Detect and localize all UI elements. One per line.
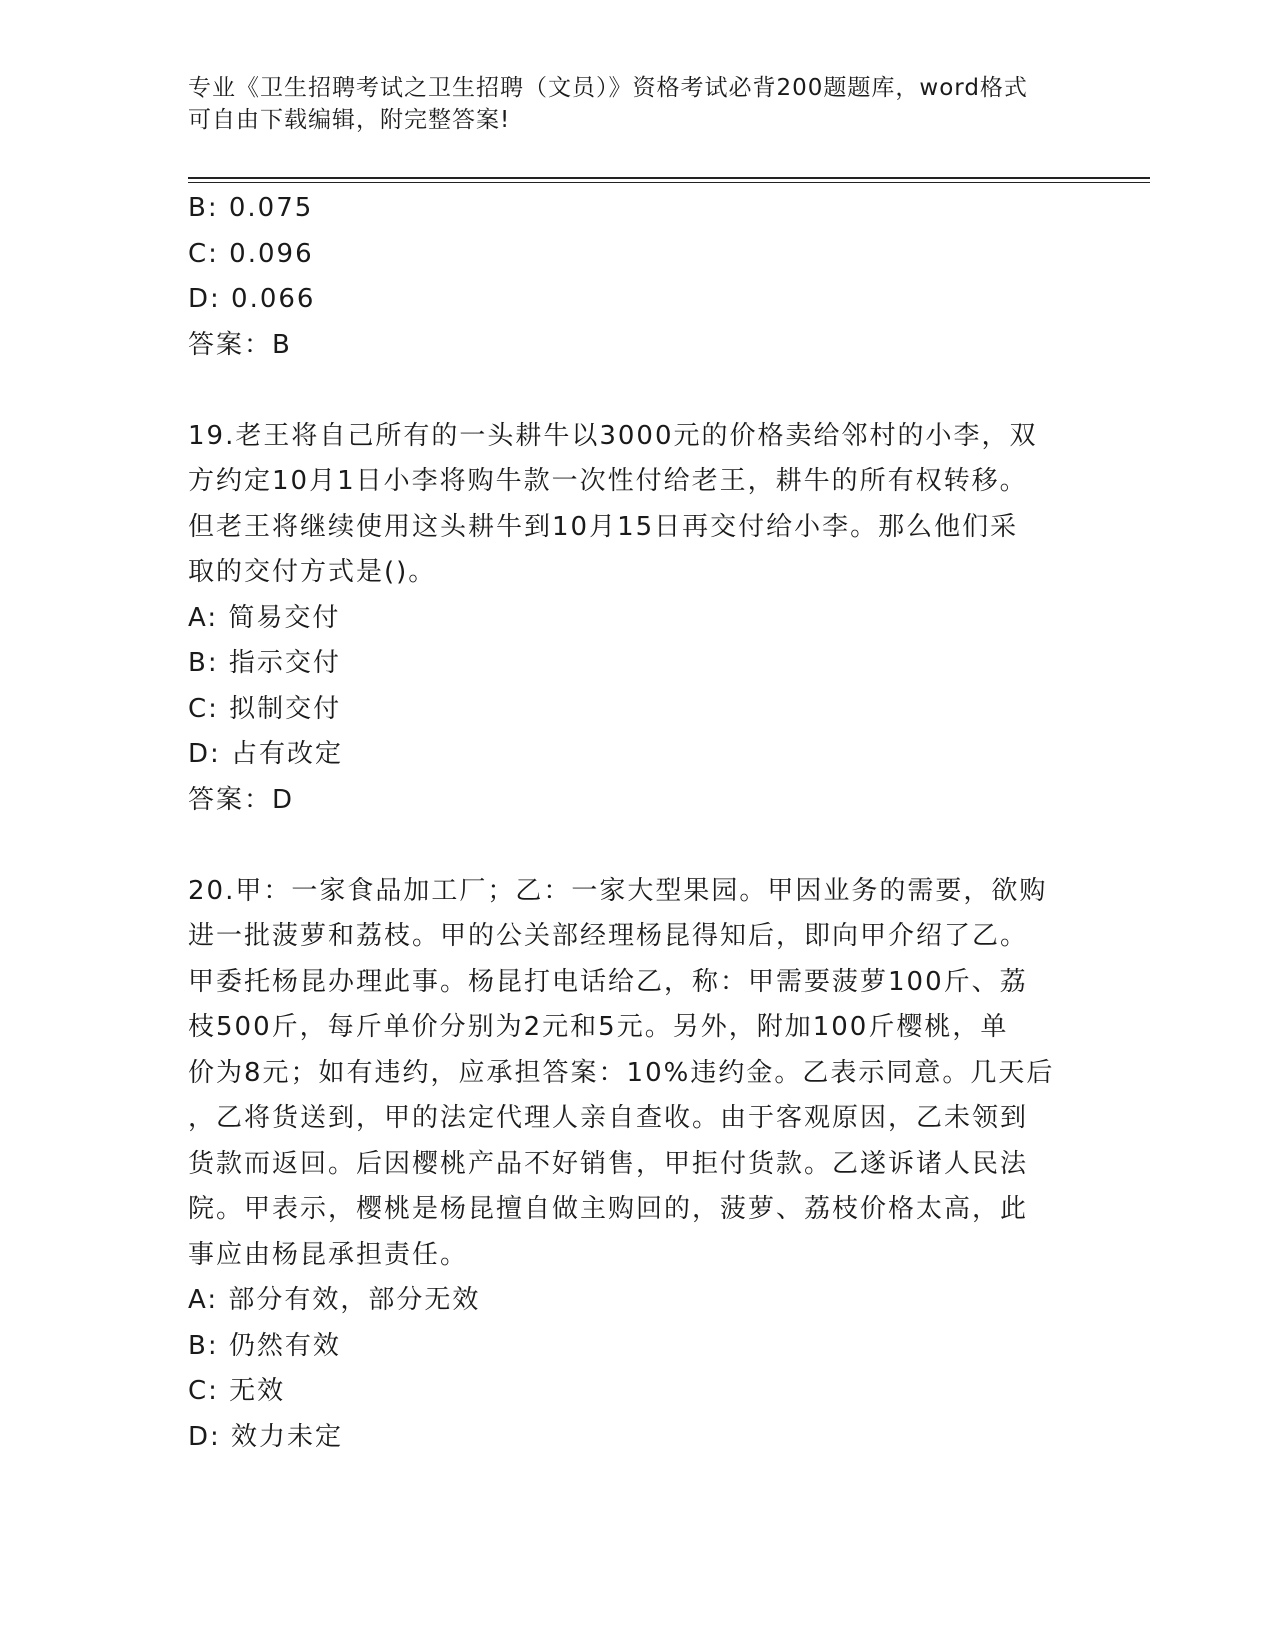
previous-question bbox=[188, 186, 1068, 368]
option-b: B: 指示交付 bbox=[188, 648, 341, 678]
header-line-1: 专业《卫生招聘考试之卫生招聘（文员）》资格考试必背200题题库，word格式 bbox=[188, 75, 1028, 101]
option-c: C: 0.096 bbox=[188, 238, 314, 269]
option-c: C: 无效 bbox=[188, 1376, 286, 1406]
question-text-line: 进一批菠萝和荔枝。甲的公关部经理杨昆得知后，即向甲介绍了乙。 bbox=[188, 921, 1029, 951]
option-d: D: 效力未定 bbox=[188, 1421, 344, 1452]
header-line-2: 可自由下载编辑，附完整答案! bbox=[188, 107, 511, 133]
answer-line: 答案：B bbox=[188, 329, 292, 360]
option-c: C: 拟制交付 bbox=[188, 693, 342, 724]
document-body bbox=[188, 186, 1068, 1460]
option-a: A: 简易交付 bbox=[188, 602, 341, 633]
question-text-line: 20.甲：一家食品加工厂；乙：一家大型果园。甲因业务的需要，欲购 bbox=[188, 875, 1048, 906]
question-text-line: 枝500斤，每斤单价分别为2元和5元。另外，附加100斤樱桃，单 bbox=[188, 1012, 1009, 1042]
question-text-line: 货款而返回。后因樱桃产品不好销售，甲拒付货款。乙遂诉诸人民法 bbox=[188, 1148, 1029, 1179]
page-header bbox=[188, 72, 1068, 136]
option-a: A: 部分有效，部分无效 bbox=[188, 1285, 481, 1315]
question-20 bbox=[188, 869, 1068, 1461]
question-text-line: 甲委托杨昆办理此事。杨昆打电话给乙，称：甲需要菠萝100斤、荔 bbox=[188, 966, 1028, 997]
question-text-line: 19.老王将自己所有的一头耕牛以3000元的价格卖给邻村的小李，双 bbox=[188, 420, 1038, 451]
question-text-line: 院。甲表示，樱桃是杨昆擅自做主购回的，菠萝、荔枝价格太高，此 bbox=[188, 1194, 1029, 1224]
spacer bbox=[188, 368, 1068, 414]
header-divider-thick bbox=[188, 177, 1150, 179]
answer-line: 答案：D bbox=[188, 784, 295, 815]
option-d: D: 占有改定 bbox=[188, 739, 344, 769]
question-text-line: 取的交付方式是()。 bbox=[188, 557, 437, 587]
question-text-line: 价为8元；如有违约，应承担答案：10%违约金。乙表示同意。几天后 bbox=[188, 1057, 1055, 1088]
question-text-line: 但老王将继续使用这头耕牛到10月15日再交付给小李。那么他们采 bbox=[188, 511, 1019, 542]
question-text-line: 方约定10月1日小李将购牛款一次性付给老王，耕牛的所有权转移。 bbox=[188, 466, 1028, 496]
option-d: D: 0.066 bbox=[188, 284, 316, 314]
option-b: B: 仍然有效 bbox=[188, 1330, 341, 1361]
question-19 bbox=[188, 414, 1068, 824]
question-text-line: 事应由杨昆承担责任。 bbox=[188, 1239, 469, 1270]
option-b: B: 0.075 bbox=[188, 193, 314, 223]
header-divider-thin bbox=[188, 182, 1150, 183]
question-text-line: ，乙将货送到，甲的法定代理人亲自查收。由于客观原因，乙未领到 bbox=[188, 1103, 1029, 1133]
spacer bbox=[188, 823, 1068, 869]
